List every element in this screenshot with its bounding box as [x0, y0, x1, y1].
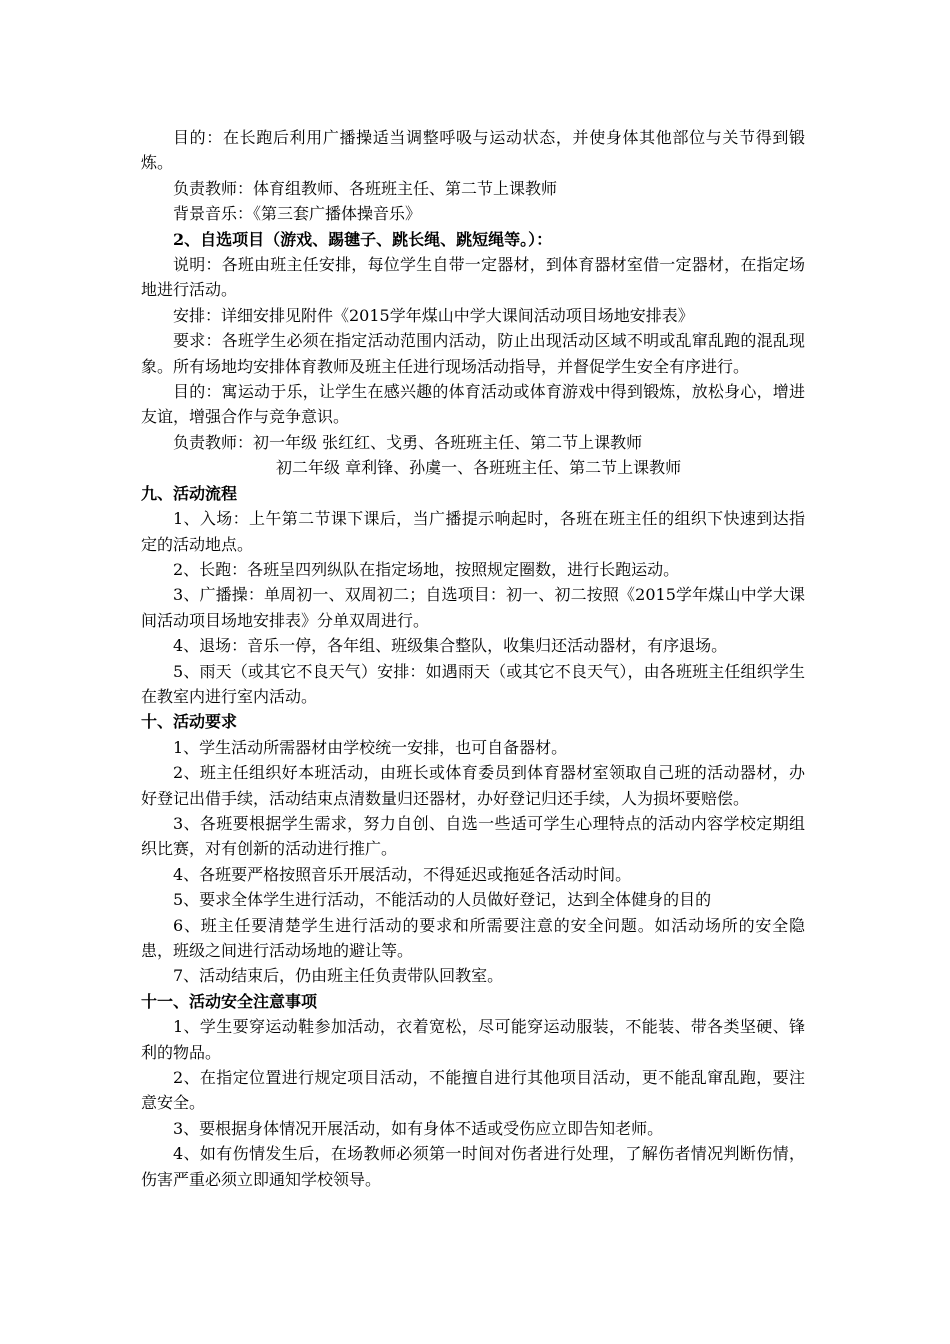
paragraph: 3、各班要根据学生需求，努力自创、自选一些适可学生心理特点的活动内容学校定期组织比赛，对有创新的活动进行推广。 — [141, 813, 805, 859]
paragraph: 2、班主任组织好本班活动，由班长或体育委员到体育器材室领取自己班的活动器材，办好登记出借手续，活动结束点清数量归还器材，办好登记归还手续，人为损坏要赔偿。 — [141, 763, 805, 808]
paragraph: 初二年级 章利锋、孙虞一、各班班主任、第二节上课教师 — [276, 458, 682, 478]
document-body — [141, 125, 805, 1192]
section-heading: 九、活动流程 — [141, 483, 238, 503]
paragraph: 负责教师：初一年级 张红红、戈勇、各班班主任、第二节上课教师 — [173, 432, 643, 452]
paragraph: 4、退场：音乐一停，各年组、班级集合整队，收集归还活动器材，有序退场。 — [173, 636, 728, 656]
paragraph: 2、在指定位置进行规定项目活动，不能擅自进行其他项目活动，更不能乱窜乱跑，要注意安全。 — [141, 1068, 805, 1113]
paragraph: 安排：详细安排见附件《2015学年煤山中学大课间活动项目场地安排表》 — [173, 305, 694, 325]
paragraph: 目的：寓运动于乐，让学生在感兴趣的体育活动或体育游戏中得到锻炼，放松身心，增进友谊，增强合作与竞争意识。 — [141, 382, 805, 427]
paragraph: 3、要根据身体情况开展活动，如有身体不适或受伤应立即告知老师。 — [173, 1118, 664, 1138]
paragraph: 5、要求全体学生进行活动，不能活动的人员做好登记，达到全体健身的目的 — [173, 890, 712, 910]
paragraph: 4、如有伤情发生后，在场教师必须第一时间对伤者进行处理，了解伤者情况判断伤情，伤害严重必须立即通知学校领导。 — [141, 1144, 805, 1189]
paragraph: 6、班主任要清楚学生进行活动的要求和所需要注意的安全问题。如活动场所的安全隐患，班级之间进行活动场地的避让等。 — [141, 915, 805, 960]
paragraph: 要求：各班学生必须在指定活动范围内活动，防止出现活动区域不明或乱窜乱跑的混乱现象。所有场地均安排体育教师及班主任进行现场活动指导，并督促学生安全有序进行。 — [141, 331, 805, 376]
paragraph: 4、各班要严格按照音乐开展活动，不得延迟或拖延各活动时间。 — [173, 864, 632, 884]
paragraph: 背景音乐：《第三套广播体操音乐》 — [173, 204, 422, 224]
paragraph: 5、雨天（或其它不良天气）安排：如遇雨天（或其它不良天气），由各班班主任组织学生在教室内进行室内活动。 — [141, 661, 805, 706]
paragraph: 2、长跑：各班呈四列纵队在指定场地，按照规定圈数，进行长跑运动。 — [173, 559, 680, 579]
subsection-heading: 2、自选项目（游戏、踢毽子、跳长绳、跳短绳等。）： — [173, 229, 553, 249]
paragraph: 3、广播操：单周初一、双周初二；自选项目：初一、初二按照《2015学年煤山中学大课间活动项目场地安排表》分单双周进行。 — [141, 585, 805, 630]
section-heading: 十、活动要求 — [141, 712, 238, 732]
paragraph: 1、学生活动所需器材由学校统一安排，也可自备器材。 — [173, 737, 568, 757]
paragraph: 7、活动结束后，仍由班主任负责带队回教室。 — [173, 966, 504, 986]
paragraph: 说明：各班由班主任安排，每位学生自带一定器材，到体育器材室借一定器材，在指定场地进行活动。 — [141, 255, 805, 300]
section-heading: 十一、活动安全注意事项 — [141, 991, 318, 1011]
paragraph: 目的：在长跑后利用广播操适当调整呼吸与运动状态，并使身体其他部位与关节得到锻炼。 — [141, 128, 805, 173]
paragraph: 1、入场：上午第二节课下课后，当广播提示响起时，各班在班主任的组织下快速到达指定的活动地点。 — [141, 509, 805, 554]
paragraph: 1、学生要穿运动鞋参加活动，衣着宽松，尽可能穿运动服装，不能装、带各类坚硬、锋利的物品。 — [141, 1017, 805, 1062]
paragraph: 负责教师：体育组教师、各班班主任、第二节上课教师 — [173, 178, 558, 198]
